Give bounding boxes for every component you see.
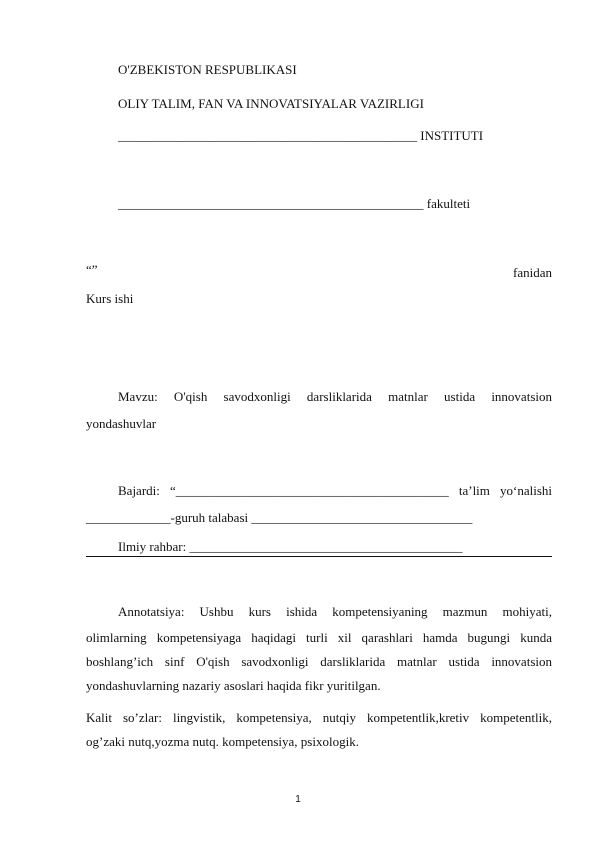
ministry-title: OLIY TALIM, FAN VA INNOVATSIYALAR VAZIRLIGI	[118, 96, 424, 111]
faculty-line: _______________________________________________ fakulteti	[118, 196, 471, 211]
separator-rule	[86, 556, 552, 557]
annotation-line-4: yondashuvlarning nazariy asoslari haqida fikr yuritilgan.	[86, 678, 381, 693]
annotation-line-1: Annotatsiya: Ushbu kurs ishida kompetensiyaning mazmun mohiyati,	[118, 604, 552, 619]
republic-title: O'ZBEKISTON RESPUBLIKASI	[118, 62, 297, 77]
keywords-line-1: Kalit so’zlar: lingvistik, kompetensiya, nutqiy kompetentlik,kretiv kompetentlik,	[86, 710, 552, 725]
annotation-line-2: olimlarning kompetensiyaga haqidagi turli xil qarashlari hamda bugungi kunda	[86, 630, 552, 645]
annotation-line-3: boshlang’ich sinf O'qish savodxonligi darsliklarida matnlar ustida innovatsion	[86, 654, 552, 669]
topic-line-2: yondashuvlar	[86, 416, 157, 431]
topic-line-1: Mavzu: O'qish savodxonligi darsliklarida matnlar ustida innovatsion	[118, 389, 552, 404]
keywords-line-2: og’zaki nutq,yozma nutq. kompetensiya, psixologik.	[86, 734, 359, 749]
page-number: 1	[295, 794, 301, 805]
performer-line-2: _____________-guruh talabasi __________________________________	[86, 510, 473, 525]
course-work-label: Kurs ishi	[86, 291, 134, 306]
institute-line: ______________________________________________ INSTITUTI	[118, 128, 484, 143]
course-name-quotes: “”	[86, 262, 98, 277]
advisor-line: Ilmiy rahbar: __________________________________________	[118, 539, 463, 554]
performer-line-1: Bajardi: “__________________________________________ ta’lim yo‘nalishi	[118, 483, 552, 498]
fanidan-label: fanidan	[513, 265, 552, 280]
